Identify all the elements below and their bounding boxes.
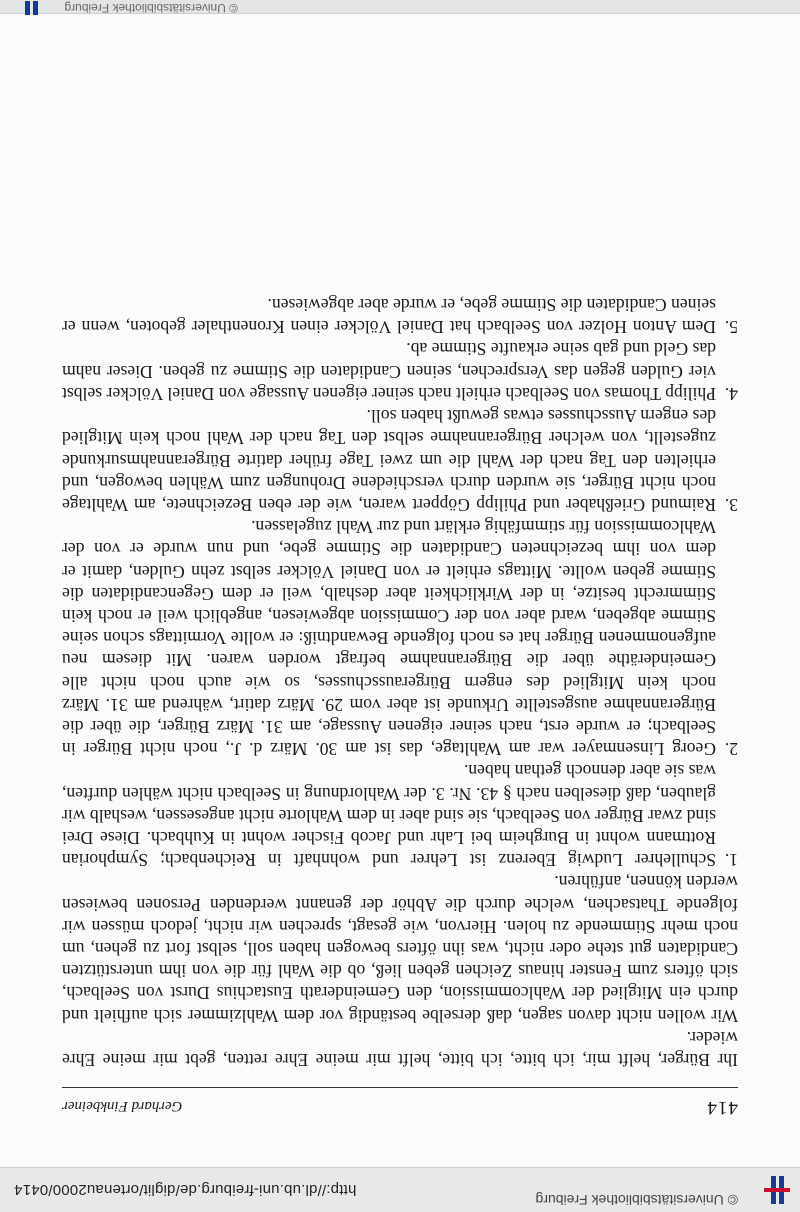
- list-item: [62, 516, 738, 760]
- running-head-author: Gerhard Finkbeiner: [62, 1098, 183, 1114]
- item-number: 1.: [724, 850, 738, 871]
- list-item: [62, 294, 738, 338]
- library-logo: [756, 1176, 790, 1204]
- list-item: [62, 338, 738, 405]
- list-item: [62, 405, 738, 516]
- copyright-notice: © Universitätsbibliothek Freiburg: [535, 1192, 738, 1208]
- running-head: [62, 1087, 738, 1122]
- intro-paragraph: Wir wollen nicht davon sagen, daß derselbe beständig vor dem Wahlzimmer sich aufhielt und durch ein Mitglied der Wahlcommission, den Gemeinderath Eustachius Durst von Seelbach, sich öfters zum Fenster hinaus Zeichen geben ließ, ob die Wahl für die von ihm unterstützten Candidaten gut stehe oder nicht, was ihn öfters bewogen haben soll, selbst fort zu gehen, um noch mehr Stimmende zu holen. Hiervon, wie gesagt, sprechen wir nicht, jedoch müssen wir folgende Thatsachen, welche durch die Abhör der genannt werdenden Personen bewiesen werden können, anführen.: [62, 872, 738, 1026]
- numbered-list: [62, 294, 738, 871]
- item-text: Philipp Thomas von Seelbach erhielt nach seiner eigenen Aussage von Daniel Völcker selbst vier Gulden gegen das Versprechen, seinen Candidaten die Stimme zu geben. Dieser nahm das Geld und gab seine erkaufte Stimme ab.: [62, 339, 716, 404]
- footer-logo: [10, 1, 44, 15]
- item-number: 4.: [724, 383, 738, 404]
- footer-bar: [0, 0, 800, 14]
- item-number: 3.: [724, 494, 738, 515]
- quote-paragraph: Ihr Bürger, helft mir, ich bitte, ich bitte, helft mir meine Ehre retten, gebt mir meine Ehre wieder.: [62, 1027, 738, 1070]
- book-page: [62, 294, 738, 1122]
- item-text: Schullehrer Ludwig Eberenz ist Lehrer und wohnhaft in Reichenbach; Symphorian Rottmann wohnt in Burgheim bei Lahr und Jacob Fischer wohnt in Kuhbach. Diese Drei sind zwar Bürger von Seelbach, sie sind aber in dem Wahlorte nicht angesessen, weshalb wir glauben, daß dieselben nach § 43. Nr. 3. der Wahlordnung in Seelbach nicht wählen durften, was sie aber dennoch gethan haben.: [62, 761, 716, 871]
- item-text: Raimund Grießhaber und Philipp Göppert waren, wie der eben Bezeichnete, am Wahltage noch nicht Bürger, sie wurden durch verschiedene Drohungen zum Wählen bewogen, und erhielten den Tag nach der Wahl die um zwei Tage früher datirte Bürgerannahmsurkunde zugestellt, von welcher Bürgerannahme selbst den Tag nach der Wahl noch kein Mitglied des engern Ausschusses etwas gewußt haben soll.: [62, 406, 716, 515]
- footer-copyright: © Universitätsbibliothek Freiburg: [64, 1, 238, 15]
- item-text: Dem Anton Holzer von Seelbach hat Daniel Völcker einen Kronenthaler geboten, wenn er seinen Candidaten die Stimme gebe, er wurde aber abgewiesen.: [62, 295, 716, 338]
- header-bar: [0, 1167, 800, 1212]
- page-number: 414: [706, 1097, 738, 1118]
- source-url-link[interactable]: http://dl.ub.uni-freiburg.de/diglit/ortenau2000/0414: [14, 1181, 357, 1198]
- item-text: Georg Linsenmayer war am Wahltage, das ist am 30. März d. J., noch nicht Bürger in Seelbach; er wurde erst, nach seiner eigenen Aussage, am 31. März Bürger, die über die Bürgerannahme ausgestellte Urkunde ist aber vom 29. März datirt, während am 31. März noch kein Mitglied des engern Bürgerausschusses, so wie auch noch nicht alle Gemeinderäthe über die Bürgerannahme befragt worden waren. Mit diesem neu aufgenommenen Bürger hat es noch folgende Bewandtniß: er wollte Vormittags schon seine Stimme abgeben, ward aber von der Commission abgewiesen, angeblich weil er noch kein Stimmrecht besitze, in der Wirklichkeit aber deshalb, weil er dem Gegencandidaten die Stimme geben wollte. Mittags erhielt er von Daniel Völcker selbst zehn Gulden, damit er dem von ihm bezeichneten Candidaten die Stimme gebe, und nun wurde er von der Wahlcommission für stimmfähig erklärt und zur Wahl zugelassen.: [62, 517, 716, 760]
- item-number: 5.: [724, 317, 738, 338]
- item-number: 2.: [724, 739, 738, 760]
- list-item: [62, 760, 738, 871]
- body-text: [62, 294, 738, 1071]
